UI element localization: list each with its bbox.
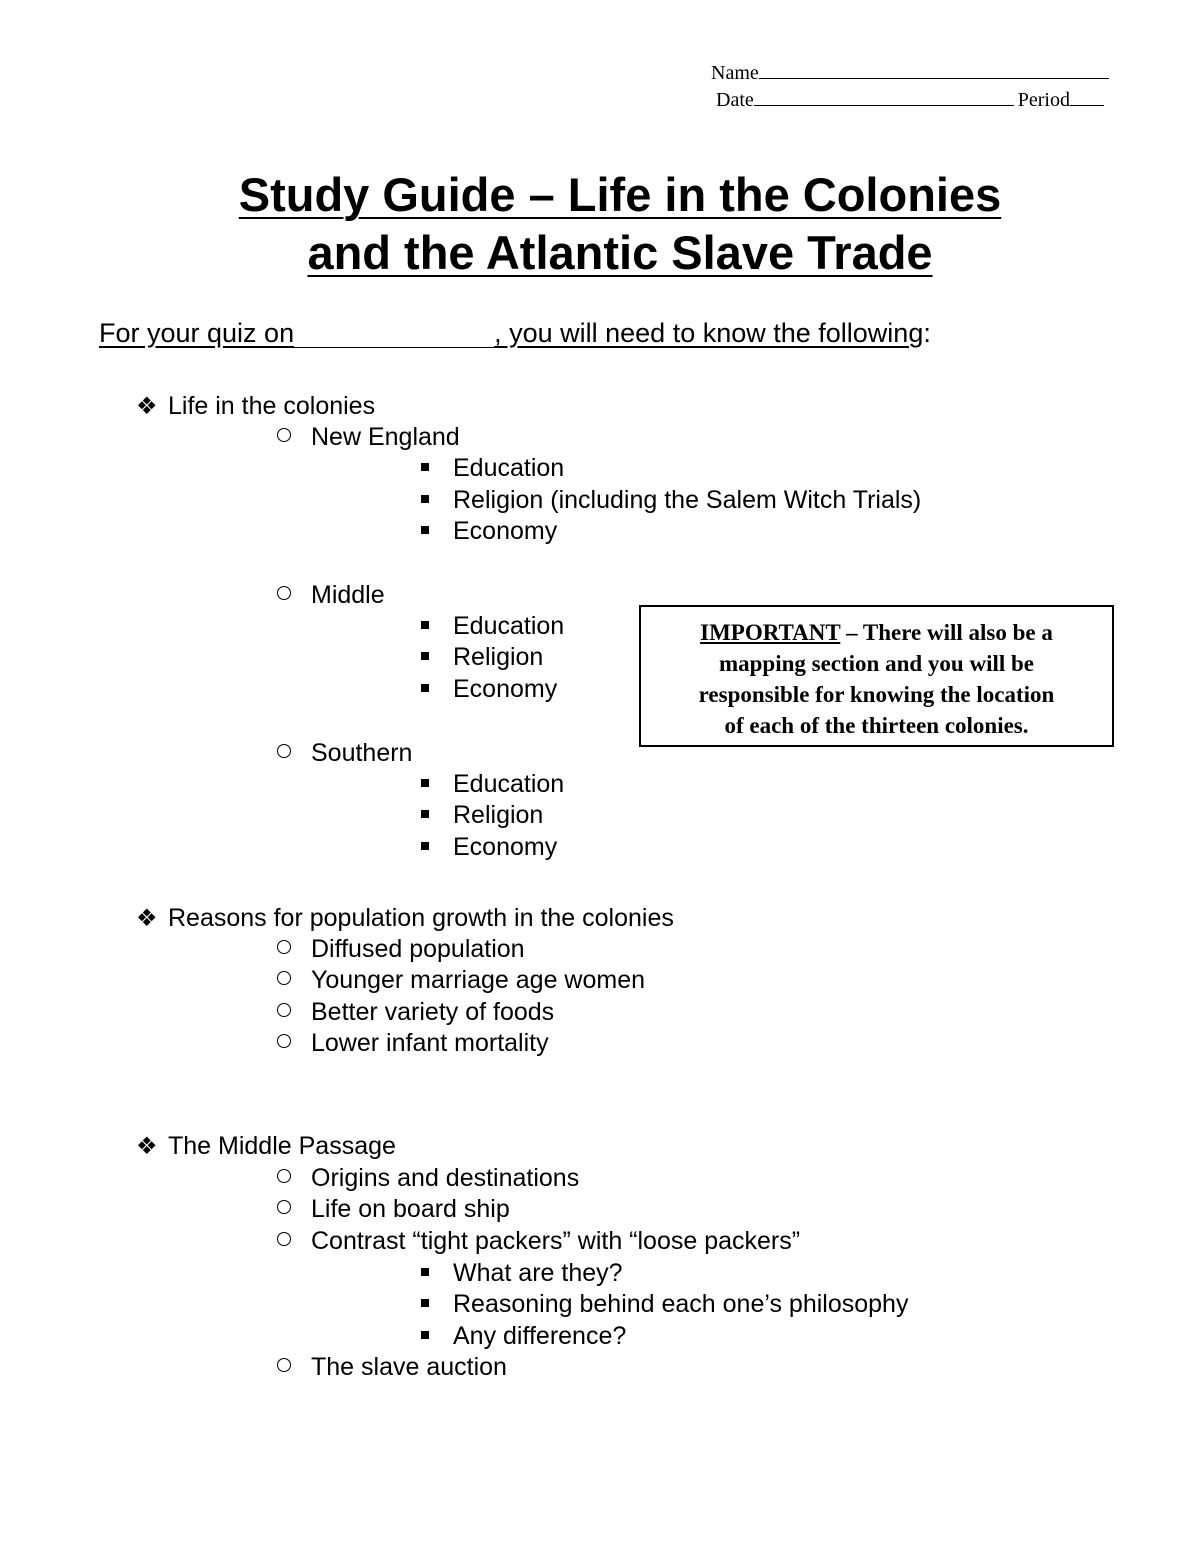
detail-item: Reasoning behind each one’s philosophy [419,1288,908,1320]
note-line-4: of each of the thirteen colonies. [724,713,1029,738]
square-bullet-icon [421,810,429,818]
sub-item: Better variety of foods [274,996,554,1028]
important-note-box [639,605,1114,747]
name-field[interactable] [711,60,1109,86]
detail-item: Religion (including the Salem Witch Trials) [419,484,921,516]
quiz-intro [99,316,931,350]
note-keyword: IMPORTANT [700,620,841,645]
square-bullet-icon [421,495,429,503]
detail-item: Economy [419,673,557,705]
name-blank[interactable] [759,60,1109,79]
square-bullet-icon [421,1268,429,1276]
sub-item: Middle [274,579,385,611]
square-bullet-icon [421,1331,429,1339]
circle-bullet-icon [277,1169,291,1183]
quiz-intro-before: For your quiz on [99,318,295,348]
square-bullet-icon [421,684,429,692]
diamond-bullet-icon: ❖ [136,905,158,932]
detail-item: Education [419,768,564,800]
square-bullet-icon [421,463,429,471]
period-blank[interactable] [1070,87,1104,106]
period-label: Period [1017,89,1070,111]
detail-item: Economy [419,831,557,863]
sub-item: New England [274,421,460,453]
detail-item: What are they? [419,1257,623,1289]
square-bullet-icon [421,526,429,534]
note-line-3: responsible for knowing the location [698,682,1055,707]
square-bullet-icon [421,1299,429,1307]
sub-item: Origins and destinations [274,1162,579,1194]
quiz-date-blank[interactable] [294,319,494,348]
sub-item: Younger marriage age women [274,964,645,996]
page-title-line2: and the Atlantic Slave Trade [307,226,933,279]
square-bullet-icon [421,621,429,629]
date-period-field[interactable] [716,87,1104,113]
circle-bullet-icon [277,586,291,600]
circle-bullet-icon [277,1034,291,1048]
note-line-1: IMPORTANT – There will also be a [700,620,1053,645]
circle-bullet-icon [277,1232,291,1246]
sub-item: Contrast “tight packers” with “loose packers” [274,1225,800,1257]
sub-item: Southern [274,737,412,769]
detail-item: Religion [419,641,543,673]
sub-item: Diffused population [274,933,525,965]
page-title-line1: Study Guide – Life in the Colonies [238,168,1002,221]
detail-item: Economy [419,515,557,547]
detail-item: Any difference? [419,1320,626,1352]
square-bullet-icon [421,652,429,660]
date-label: Date [716,89,754,111]
diamond-bullet-icon: ❖ [136,393,158,420]
circle-bullet-icon [277,971,291,985]
circle-bullet-icon [277,1003,291,1017]
sub-item: Life on board ship [274,1193,510,1225]
detail-item: Religion [419,799,543,831]
detail-item: Education [419,610,564,642]
note-line-2: mapping section and you will be [718,651,1035,676]
sub-item: Lower infant mortality [274,1027,549,1059]
section-heading: ❖ Reasons for population growth in the colonies [136,902,674,935]
quiz-intro-colon: : [923,318,931,348]
square-bullet-icon [421,779,429,787]
square-bullet-icon [421,842,429,850]
name-label: Name [711,62,759,84]
circle-bullet-icon [277,940,291,954]
section-heading: ❖ The Middle Passage [136,1130,396,1163]
diamond-bullet-icon: ❖ [136,1133,158,1160]
circle-bullet-icon [277,428,291,442]
sub-item: The slave auction [274,1351,507,1383]
section-heading: ❖ Life in the colonies [136,390,375,423]
circle-bullet-icon [277,1200,291,1214]
circle-bullet-icon [277,744,291,758]
quiz-intro-after: , you will need to know the following [494,318,924,348]
circle-bullet-icon [277,1358,291,1372]
date-blank[interactable] [754,87,1014,106]
detail-item: Education [419,452,564,484]
